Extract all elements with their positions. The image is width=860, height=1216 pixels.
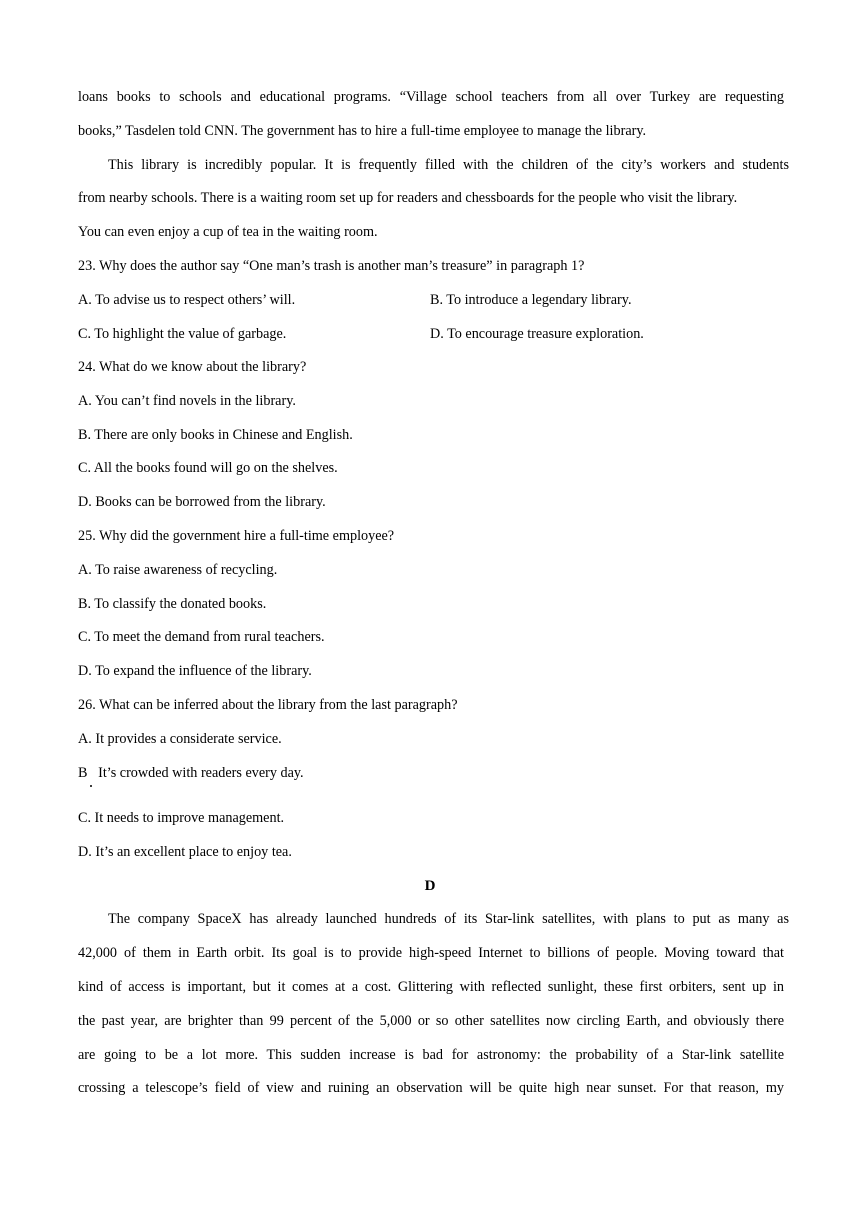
question-23-option-a: A. To advise us to respect others’ will. (78, 292, 296, 308)
question-26-option-c: C. It needs to improve management. (78, 810, 285, 826)
question-23-option-b: B. To introduce a legendary library. (430, 292, 632, 308)
question-24-option-a: A. You can’t find novels in the library. (78, 393, 296, 409)
question-26-option-d: D. It’s an excellent place to enjoy tea. (78, 844, 292, 860)
passage-c-line-5: You can even enjoy a cup of tea in the waiting room. (78, 224, 378, 240)
question-24-option-c: C. All the books found will go on the shelves. (78, 460, 338, 476)
question-25-option-c: C. To meet the demand from rural teachers. (78, 629, 325, 645)
section-d-line-2: 42,000 of them in Earth orbit. Its goal is to provide high-speed Internet to billions of people. Moving toward that (78, 945, 784, 961)
stray-period-mark (90, 785, 92, 787)
passage-c-line-1: loans books to schools and educational programs. “Village school teachers from all over Turkey are requesting (78, 89, 784, 105)
passage-c-line-4: from nearby schools. There is a waiting room set up for readers and chessboards for the people who visit the library. (78, 190, 738, 206)
passage-c-line-2: books,” Tasdelen told CNN. The government has to hire a full-time employee to manage the library. (78, 123, 647, 139)
question-26-option-b: B It’s crowded with readers every day. (78, 765, 304, 781)
section-d-line-1: The company SpaceX has already launched hundreds of its Star-link satellites, with plans to put as many as (108, 911, 789, 927)
question-25-stem: 25. Why did the government hire a full-time employee? (78, 528, 395, 544)
section-d-line-4: the past year, are brighter than 99 percent of the 5,000 or so other satellites now circling Earth, and obviously there (78, 1013, 784, 1029)
section-d-heading: D (424, 878, 436, 894)
question-25-option-d: D. To expand the influence of the library. (78, 663, 312, 679)
question-26-option-a: A. It provides a considerate service. (78, 731, 282, 747)
question-23-option-c: C. To highlight the value of garbage. (78, 326, 287, 342)
question-23-option-d: D. To encourage treasure exploration. (430, 326, 644, 342)
question-26-stem: 26. What can be inferred about the library from the last paragraph? (78, 697, 458, 713)
question-25-option-a: A. To raise awareness of recycling. (78, 562, 278, 578)
question-24-option-b: B. There are only books in Chinese and English. (78, 427, 353, 443)
question-23-stem: 23. Why does the author say “One man’s trash is another man’s treasure” in paragraph 1? (78, 258, 585, 274)
section-d-line-5: are going to be a lot more. This sudden increase is bad for astronomy: the probability of a Star-link satellite (78, 1047, 784, 1063)
section-d-line-6: crossing a telescope’s field of view and ruining an observation will be quite high near sunset. For that reason, my (78, 1080, 784, 1096)
question-25-option-b: B. To classify the donated books. (78, 596, 267, 612)
question-24-stem: 24. What do we know about the library? (78, 359, 307, 375)
passage-c-line-3: This library is incredibly popular. It is frequently filled with the children of the city’s workers and students (108, 157, 789, 173)
question-24-option-d: D. Books can be borrowed from the library. (78, 494, 326, 510)
section-d-line-3: kind of access is important, but it comes at a cost. Glittering with reflected sunlight, these first orbiters, sent up in (78, 979, 784, 995)
